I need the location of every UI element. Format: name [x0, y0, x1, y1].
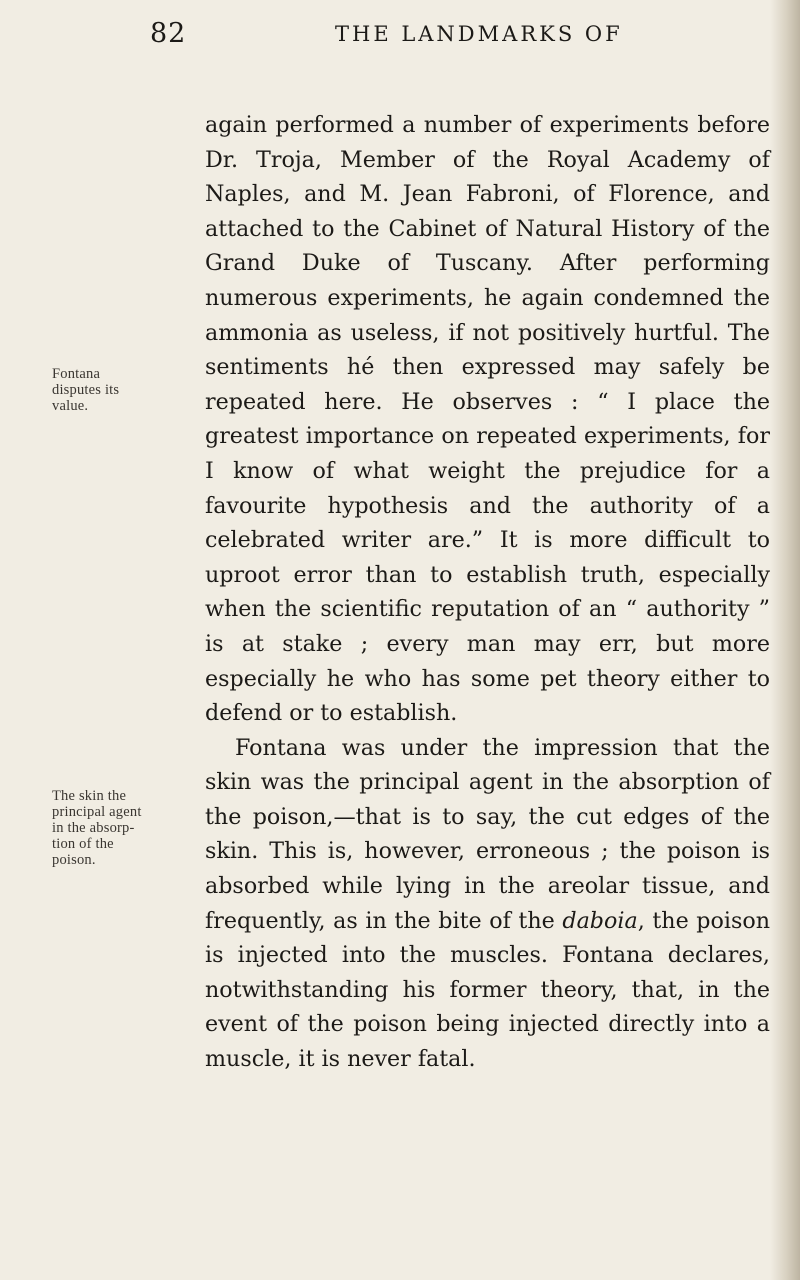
margin-note-line: tion of the: [52, 836, 114, 852]
paragraph-2: [205, 731, 770, 1077]
margin-note-line: value.: [52, 398, 89, 414]
margin-note-line: The skin the: [52, 788, 127, 804]
running-head: THE LANDMARKS OF: [335, 22, 623, 46]
margin-note-fontana-disputes: [52, 366, 207, 414]
paragraph-1: again performed a number of experiments before Dr. Troja, Member of the Royal Academy of Naples, and M. Jean Fabroni, of Florence, and attached to the Cabinet of Natural History of the Grand Duke of Tuscany. After performing numerous experiments, he again condemned the ammonia as useless, if not positively hurtful. The sentiments hé then expressed may safely be repeated here. He observes : “ I place the greatest importance on repeated experiments, for I know of what weight the prejudice for a favourite hypothesis and the authority of a celebrated writer are.” It is more difficult to uproot error than to establish truth, especially when the scientific reputation of an “ authority ” is at stake ; every man may err, but more especially he who has some pet theory either to defend or to establish.: [205, 112, 770, 727]
margin-note-line: disputes its: [52, 382, 120, 398]
page-number: 82: [150, 18, 187, 49]
page-header: [150, 18, 770, 58]
page-edge-shadow: [770, 0, 800, 1280]
margin-note-line: Fontana: [52, 366, 101, 382]
italic-term-daboia: daboia: [562, 907, 638, 934]
margin-note-line: principal agent: [52, 804, 142, 820]
margin-note-line: in the absorp-: [52, 820, 135, 836]
margin-note-line: poison.: [52, 852, 96, 868]
margin-note-skin-agent: [52, 788, 207, 868]
body-text: [205, 108, 770, 1077]
paragraph-2-text-end: , the poison is injected into the muscles. Fontana declares, notwithstanding his former theory, that, in the event of the poison being injected directly into a muscle, it is never fatal.: [205, 907, 771, 1073]
paragraph-2-text-start: Fontana was under the impression that the skin was the principal agent in the absorption of the poison,—that is to say, the cut edges of the skin. This is, however, erroneous ; the poison is absorbed while lying in the areolar tissue, and frequently, as in the bite of the: [205, 734, 770, 934]
